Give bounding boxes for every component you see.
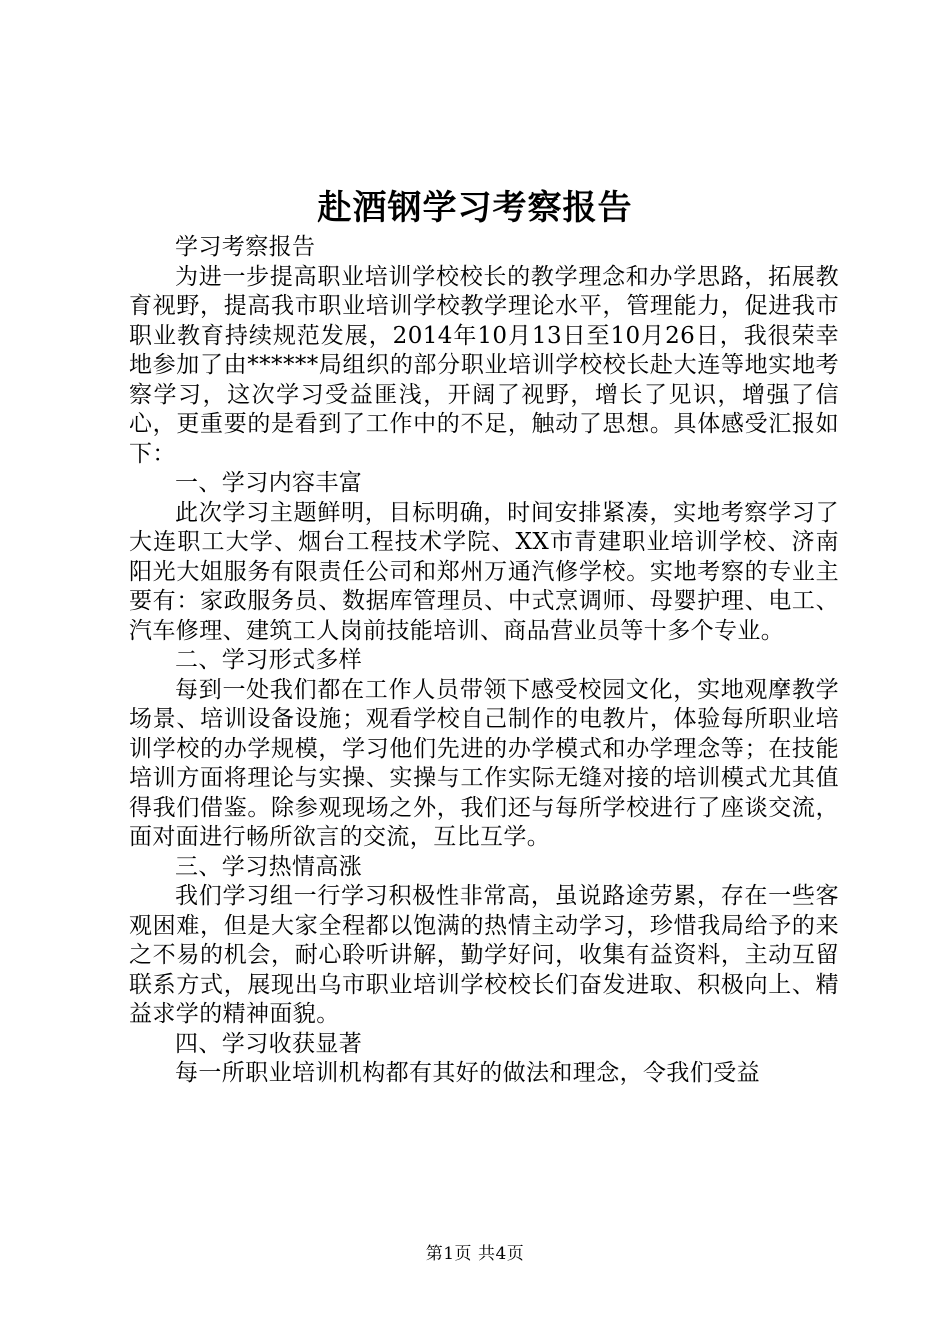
document-title: 赴酒钢学习考察报告 xyxy=(317,188,633,228)
page-number-footer: 第1页 共4页 xyxy=(425,1244,525,1264)
section-heading: 四、学习收获显著 xyxy=(175,1030,363,1057)
body-paragraph: 我们学习组一行学习积极性非常高，虽说路途劳累，存在一些客观困难，但是大家全程都以饱满的热情主动学习，珍惜我局给予的来之不易的机会，耐心聆听讲解，勤学好问，收集有益资料，主动互留联系方式，展现出乌市职业培训学校校长们奋发进取、积极向上、精益求学的精神面貌。 xyxy=(129,883,839,1027)
body-paragraph: 学习考察报告 xyxy=(175,234,316,260)
body-paragraph: 为进一步提高职业培训学校校长的教学理念和办学思路，拓展教育视野，提高我市职业培训学校教学理论水平，管理能力，促进我市职业教育持续规范发展，2014年10月13日至10月26日，我很荣幸地参加了由******局组织的部分职业培训学校校长赴大连等地实地考察学习，这次学习受益匪浅，开阔了视野，增长了见识，增强了信心，更重要的是看到了工作中的不足，触动了思想。具体感受汇报如下： xyxy=(129,263,839,467)
body-paragraph: 每到一处我们都在工作人员带领下感受校园文化，实地观摩教学场景、培训设备设施；观看学校自己制作的电教片，体验每所职业培训学校的办学规模，学习他们先进的办学模式和办学理念等；在技能培训方面将理论与实操、实操与工作实际无缝对接的培训模式尤其值得我们借鉴。除参观现场之外，我们还与每所学校进行了座谈交流，面对面进行畅所欲言的交流，互比互学。 xyxy=(129,676,839,850)
section-heading: 一、学习内容丰富 xyxy=(175,470,363,496)
body-paragraph: 此次学习主题鲜明，目标明确，时间安排紧凑，实地考察学习了大连职工大学、烟台工程技术学院、XX市青建职业培训学校、济南阳光大姐服务有限责任公司和郑州万通汽修学校。实地考察的专业主要有：家政服务员、数据库管理员、中式烹调师、母婴护理、电工、汽车修理、建筑工人岗前技能培训、商品营业员等十多个专业。 xyxy=(129,499,839,644)
section-heading: 二、学习形式多样 xyxy=(175,647,363,673)
section-heading: 三、学习热情高涨 xyxy=(175,853,363,880)
body-paragraph: 每一所职业培训机构都有其好的做法和理念，令我们受益 xyxy=(175,1060,760,1086)
document-body xyxy=(129,233,839,1089)
